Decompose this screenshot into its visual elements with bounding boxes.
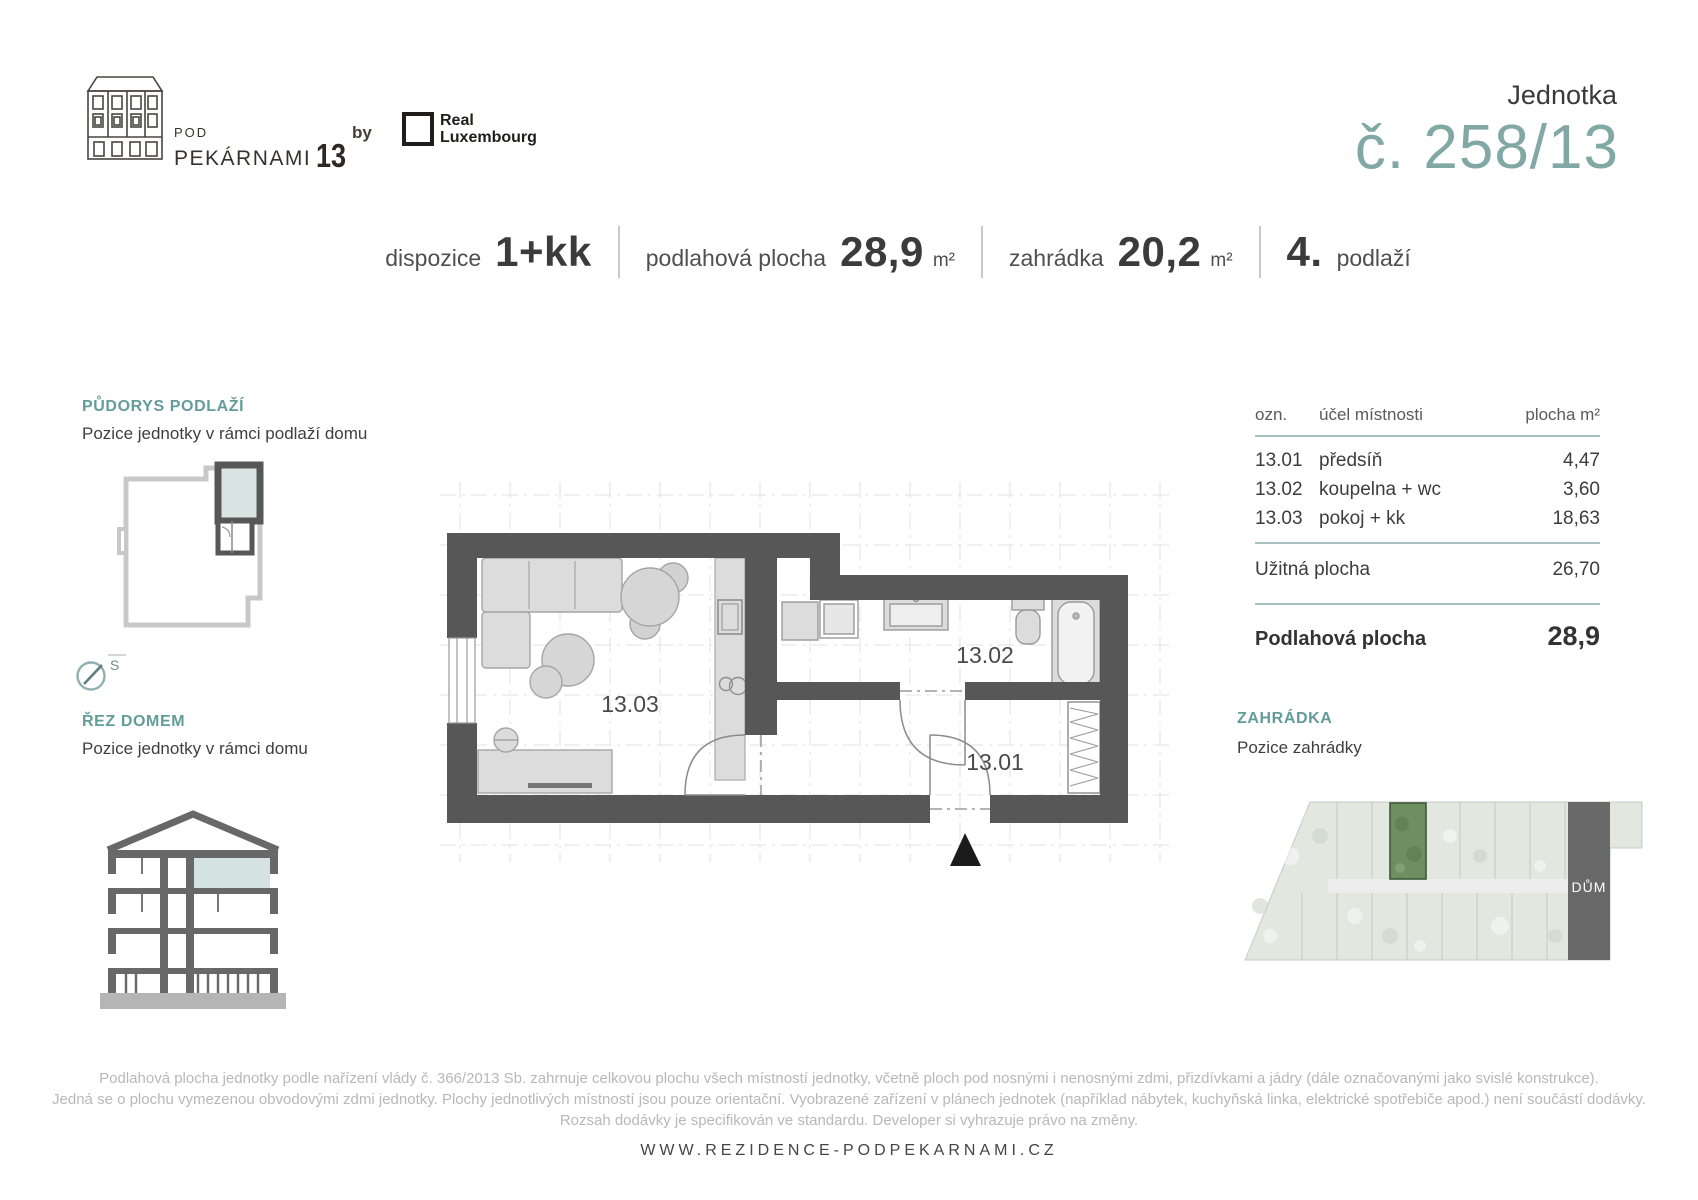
row-name: pokoj + kk (1319, 508, 1406, 529)
kitchen-line (715, 558, 747, 780)
garden-section-subtitle: Pozice zahrádky (1237, 738, 1362, 757)
row-ozn: 13.02 (1255, 479, 1303, 500)
entrance-arrow-icon (950, 833, 981, 866)
spec-dispozice (385, 228, 592, 276)
partner-name-line2: Luxembourg (440, 129, 537, 146)
brand-word-pekarnami: PEKÁRNAMI (174, 147, 312, 171)
website-link[interactable]: WWW.REZIDENCE-PODPEKARNAMI.CZ (640, 1142, 1058, 1159)
room-label-predsin: 13.01 (966, 749, 1024, 775)
floorplan-section-subtitle: Pozice jednotky v rámci podlaží domu (82, 424, 368, 443)
spec-label: podlaží (1336, 245, 1411, 271)
row-name: předsíň (1319, 450, 1383, 471)
usable-area-value: 26,70 (1552, 559, 1600, 580)
table-header (1255, 404, 1600, 426)
disclaimer-line: Podlahová plocha jednotky podle nařízení vlády č. 366/2013 Sb. zahrnuje celkovou plochu všech místností jednotky, včetně ploch pod nosnými i nenosnými zdmi, přizdívkami a jádry (dále označovanými jako svislé konstrukce). (99, 1070, 1599, 1087)
partner-name (440, 112, 537, 146)
spec-zahradka (1009, 228, 1233, 276)
brand-wordmark (174, 125, 353, 174)
disclaimer-line: Jedná se o plochu vymezenou obvodovými zdmi jednotky. Plochy jednotlivých místností jsou pouze orientační. Vyobrazené zařízení v plánech jednotek (například nábytek, kuchyňská linka, elektrické spotřebiče apod.) není součástí dodávky. (52, 1091, 1646, 1108)
spec-value: 20,2 (1117, 228, 1202, 275)
col-name: účel místnosti (1319, 405, 1423, 424)
col-area: plocha m² (1525, 405, 1600, 424)
spec-label: zahrádka (1009, 245, 1104, 271)
garden-siteplan (1150, 796, 1646, 968)
partner-name-line1: Real (440, 112, 474, 129)
spec-unit: m² (1210, 250, 1233, 271)
row-name: koupelna + wc (1319, 479, 1441, 500)
floor-area-label: Podlahová plocha (1255, 628, 1427, 650)
disclaimer (0, 1068, 1698, 1131)
table-row (1255, 475, 1600, 504)
row-ozn: 13.01 (1255, 450, 1303, 471)
unit-type-label: Jednotka (1507, 80, 1617, 110)
usable-area-label: Užitná plocha (1255, 559, 1371, 580)
building-logo-icon (82, 70, 168, 168)
tv (528, 783, 592, 788)
divider (981, 226, 983, 278)
divider (618, 226, 620, 278)
table-row (1255, 446, 1600, 475)
brand-number: 13 (316, 137, 347, 174)
row-ozn: 13.03 (1255, 508, 1303, 529)
floor-position-miniplan (112, 452, 274, 644)
col-ozn: ozn. (1255, 405, 1288, 424)
section-view-subtitle: Pozice jednotky v rámci domu (82, 739, 308, 758)
spec-value: 1+kk (495, 228, 592, 275)
brand-word-pod: POD (174, 125, 209, 140)
wardrobe (1068, 702, 1100, 793)
garden-section-title: ZAHRÁDKA (1237, 710, 1333, 727)
by-label: by (352, 123, 372, 142)
room-label-pokoj: 13.03 (601, 691, 659, 717)
spec-value: 4. (1286, 228, 1323, 275)
disclaimer-line: Rozsah dodávky je specifikován ve standardu. Developer si vyhrazuje právo na změny. (559, 1112, 1139, 1129)
compass-icon (74, 648, 132, 694)
spec-label: podlahová plocha (645, 245, 827, 271)
building-section-drawing (98, 796, 290, 1020)
spec-label: dispozice (385, 245, 482, 271)
window (449, 638, 475, 723)
real-luxembourg-logo-icon (402, 112, 434, 146)
row-area: 4,47 (1563, 450, 1600, 471)
garden-path (1328, 879, 1610, 893)
row-area: 3,60 (1563, 479, 1600, 500)
floor-area-value: 28,9 (1547, 621, 1600, 651)
spec-unit: m² (932, 250, 955, 271)
room-label-koupelna: 13.02 (956, 642, 1014, 668)
spec-strip (98, 226, 1698, 278)
highlighted-garden-plot (1390, 803, 1426, 879)
compass-letter: S (110, 657, 120, 673)
usable-area-row (1255, 544, 1600, 594)
door-axes (761, 691, 990, 809)
spec-value: 28,9 (840, 228, 924, 275)
unit-number: č. 258/13 (1354, 113, 1619, 182)
unit-floorplan-drawing (430, 470, 1210, 880)
table-row (1255, 504, 1600, 533)
room-areas-table (1255, 404, 1600, 652)
spec-podlazi (1287, 228, 1411, 276)
bathroom-fixtures (782, 596, 1100, 690)
house-label: DŮM (1571, 879, 1607, 895)
spec-podlahova-plocha (646, 228, 955, 276)
floor-area-row (1255, 605, 1600, 652)
divider (1259, 226, 1261, 278)
table-rule (1255, 435, 1600, 437)
row-area: 18,63 (1552, 508, 1600, 529)
section-view-title: ŘEZ DOMEM (82, 713, 186, 730)
floorplan-section-title: PŮDORYS PODLAŽÍ (82, 398, 245, 415)
